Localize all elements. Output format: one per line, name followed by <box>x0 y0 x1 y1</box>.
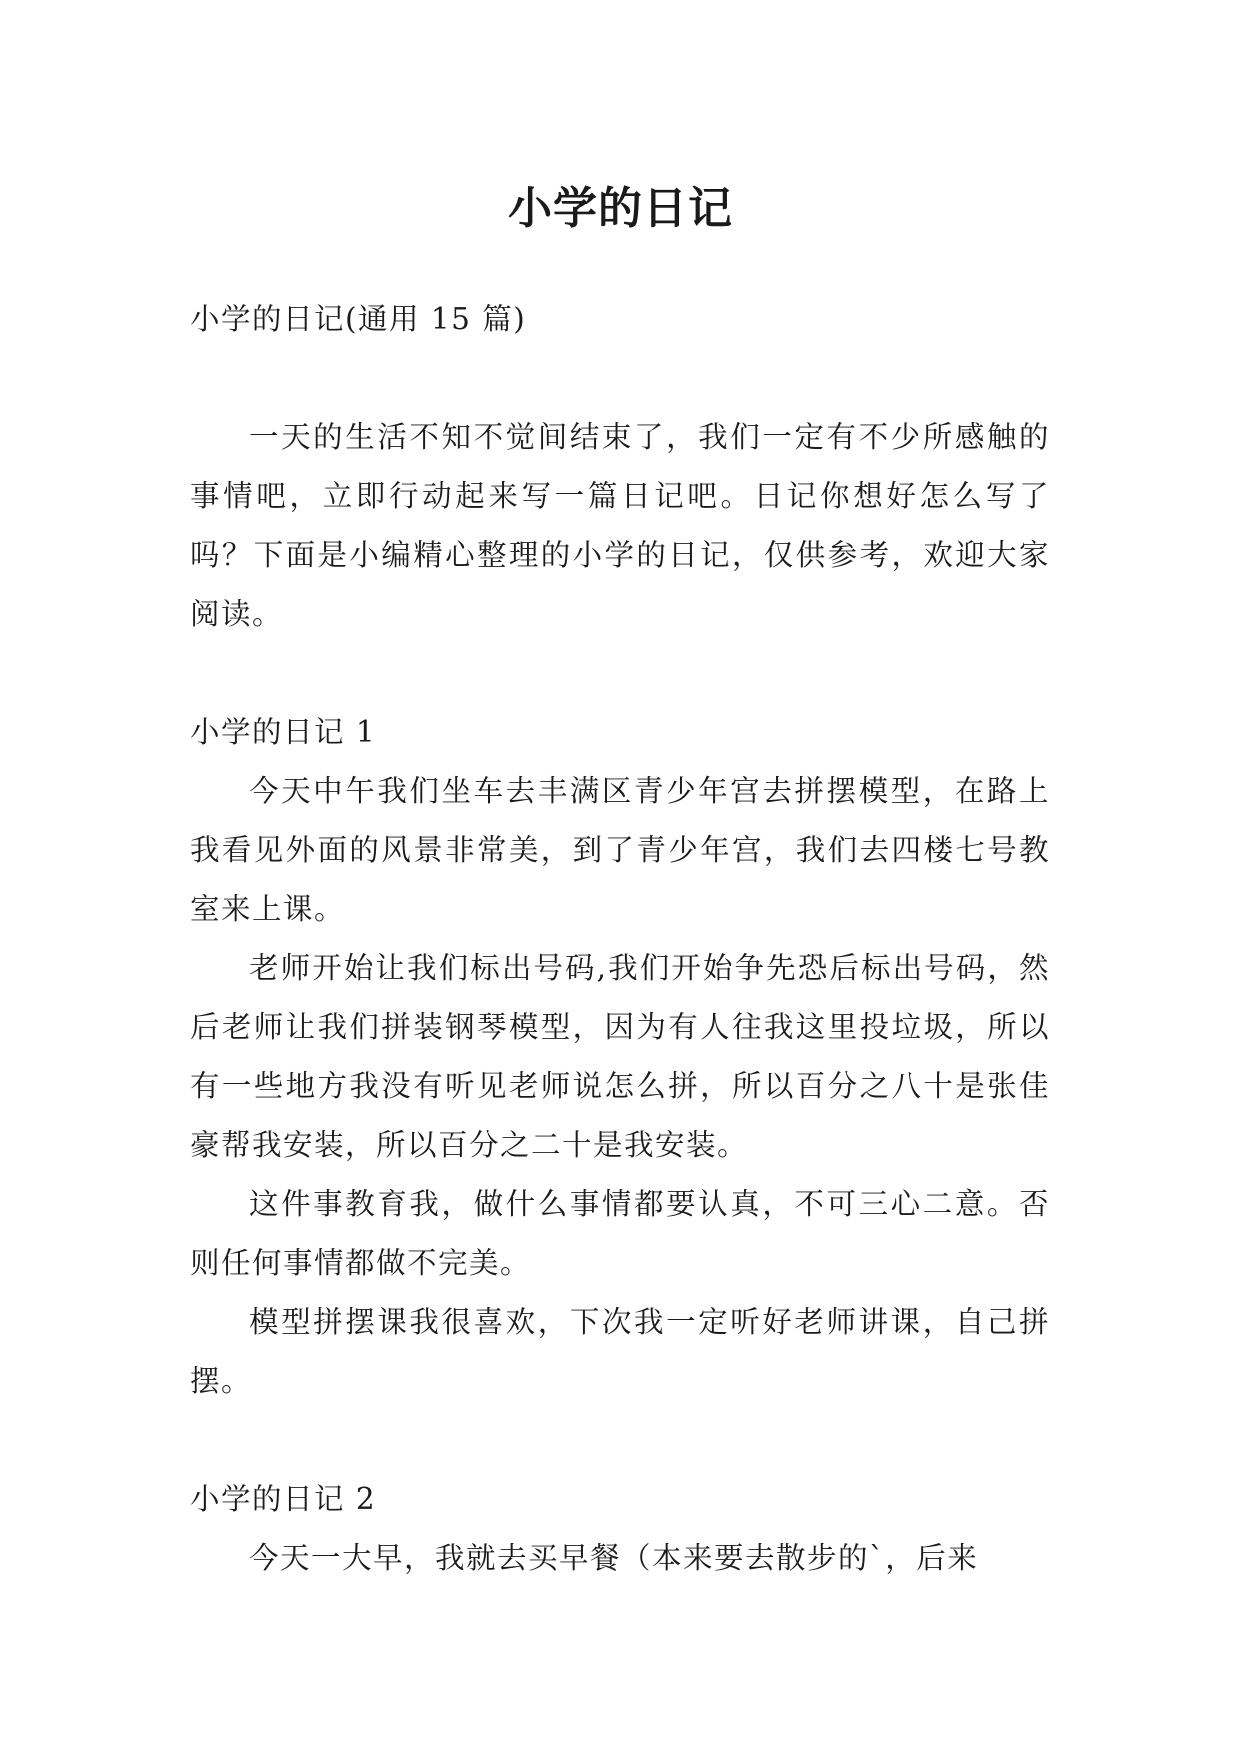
spacer <box>190 1411 1050 1470</box>
entry-paragraph: 这件事教育我，做什么事情都要认真，不可三心二意。否则任何事情都做不完美。 <box>190 1187 1050 1280</box>
entry-paragraph: 今天一大早，我就去买早餐（本来要去散步的`，后来 <box>249 1541 979 1575</box>
spacer <box>190 644 1050 703</box>
entry-heading: 小学的日记 2 <box>190 1482 377 1516</box>
intro-paragraph: 一天的生活不知不觉间结束了，我们一定有不少所感触的事情吧，立即行动起来写一篇日记吧。日记你想好怎么写了吗？下面是小编精心整理的小学的日记，仅供参考，欢迎大家阅读。 <box>190 420 1050 631</box>
entry-paragraph: 今天中午我们坐车去丰满区青少年宫去拼摆模型，在路上我看见外面的风景非常美，到了青少年宫，我们去四楼七号教室来上课。 <box>190 774 1050 926</box>
document-subtitle: 小学的日记(通用 15 篇) <box>190 302 527 336</box>
diary-entry-2 <box>190 1470 1050 1588</box>
document-body <box>190 290 1050 1588</box>
diary-entry-1 <box>190 703 1050 1411</box>
spacer <box>190 349 1050 408</box>
entry-heading: 小学的日记 1 <box>190 715 377 749</box>
entry-paragraph: 模型拼摆课我很喜欢，下次我一定听好老师讲课，自己拼摆。 <box>190 1305 1050 1398</box>
entry-paragraph: 老师开始让我们标出号码,我们开始争先恐后标出号码，然后老师让我们拼装钢琴模型，因为有人往我这里投垃圾，所以有一些地方我没有听见老师说怎么拼，所以百分之八十是张佳豪帮我安装，所以百分之二十是我安装。 <box>190 951 1050 1162</box>
document-title: 小学的日记 <box>508 183 733 235</box>
